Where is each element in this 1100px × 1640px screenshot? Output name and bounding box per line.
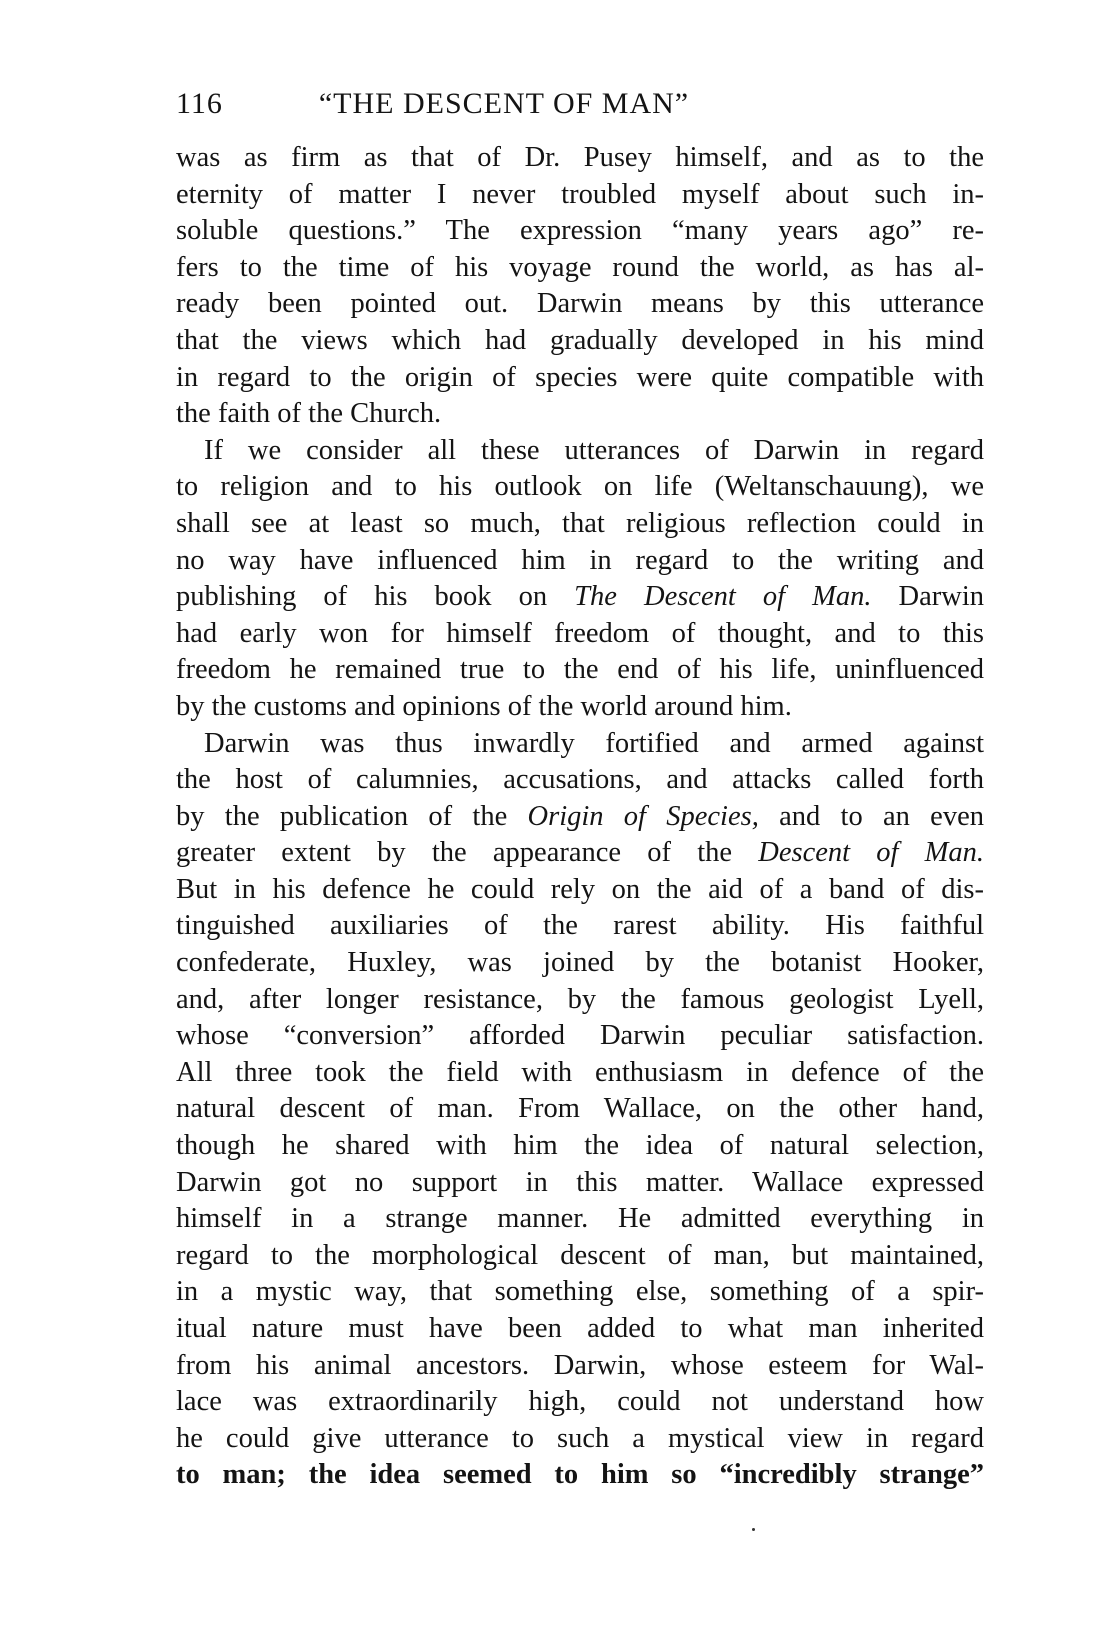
text-line: But in his defence he could rely on the aid of a band of dis- xyxy=(176,873,984,905)
text-line: that the views which had gradually developed in his mind xyxy=(176,324,984,356)
ink-speck xyxy=(752,1528,755,1531)
text-line: and, after longer resistance, by the famous geologist Lyell, xyxy=(176,983,984,1015)
text-line: to religion and to his outlook on life (Weltanschauung), we xyxy=(176,471,984,503)
text-line: no way have influenced him in regard to the writing and xyxy=(176,544,984,576)
text-line: freedom he remained true to the end of his life, uninfluenced xyxy=(176,654,984,686)
text-line: All three took the field with enthusiasm in defence of the xyxy=(176,1056,984,1088)
text-line: fers to the time of his voyage round the world, as has al- xyxy=(176,251,984,283)
text-line: in regard to the origin of species were quite compatible with xyxy=(176,361,984,393)
book-title-italic: Descent of Man. xyxy=(758,837,985,869)
book-title-italic: Origin of Species, xyxy=(527,800,759,832)
text-line: itual nature must have been added to what man inherited xyxy=(176,1313,984,1344)
text-line: confederate, Huxley, was joined by the botanist Hooker, xyxy=(176,947,984,979)
text-line xyxy=(176,579,984,616)
text-line: ready been pointed out. Darwin means by this utterance xyxy=(176,288,984,320)
text-line: soluble questions.” The expression “many years ago” re- xyxy=(176,215,984,247)
text-line: eternity of matter I never troubled myself about such in- xyxy=(176,178,984,210)
text-line: from his animal ancestors. Darwin, whose esteem for Wal- xyxy=(176,1349,984,1381)
text-line: tinguished auxiliaries of the rarest ability. His faithful xyxy=(176,910,984,942)
text-line: in a mystic way, that something else, something of a spir- xyxy=(176,1276,984,1308)
text-line xyxy=(176,799,984,836)
running-title: “THE DESCENT OF MAN” xyxy=(318,87,690,120)
text-line: himself in a strange manner. He admitted everything in xyxy=(176,1203,984,1235)
text-line: though he shared with him the idea of natural selection, xyxy=(176,1130,984,1162)
text-line: whose “conversion” afforded Darwin peculiar satisfaction. xyxy=(176,1020,984,1052)
text-line: he could give utterance to such a mystical view in regard xyxy=(176,1422,984,1454)
page-number: 116 xyxy=(176,87,223,120)
text-line: shall see at least so much, that religious reflection could in xyxy=(176,507,984,539)
text-line xyxy=(176,835,984,872)
text-run: by the publication of the xyxy=(176,800,528,832)
text-line: to man; the idea seemed to him so “incredibly strange” xyxy=(176,1459,984,1491)
text-line: by the customs and opinions of the world around him. xyxy=(176,690,792,722)
text-line: regard to the morphological descent of man, but maintained, xyxy=(176,1239,984,1271)
text-run: publishing of his book on xyxy=(176,581,575,613)
text-line: natural descent of man. From Wallace, on the other hand, xyxy=(176,1093,984,1125)
paragraph-start-line: If we consider all these utterances of Darwin in regard xyxy=(204,434,984,466)
body-text xyxy=(176,140,984,1494)
text-line: had early won for himself freedom of thought, and to this xyxy=(176,617,984,649)
text-line: the host of calumnies, accusations, and attacks called forth xyxy=(176,764,984,796)
text-line: the faith of the Church. xyxy=(176,398,442,430)
running-head xyxy=(176,84,832,124)
text-line: Darwin got no support in this matter. Wallace expressed xyxy=(176,1166,984,1198)
text-line: was as firm as that of Dr. Pusey himself, and as to the xyxy=(176,142,984,173)
text-run: Darwin xyxy=(871,581,984,613)
book-title-italic: The Descent of Man. xyxy=(574,581,872,613)
text-run: and to an even xyxy=(758,800,984,832)
paragraph-start-line: Darwin was thus inwardly fortified and armed against xyxy=(204,727,984,759)
text-line: lace was extraordinarily high, could not understand how xyxy=(176,1386,984,1418)
text-run: greater extent by the appearance of the xyxy=(176,837,759,869)
